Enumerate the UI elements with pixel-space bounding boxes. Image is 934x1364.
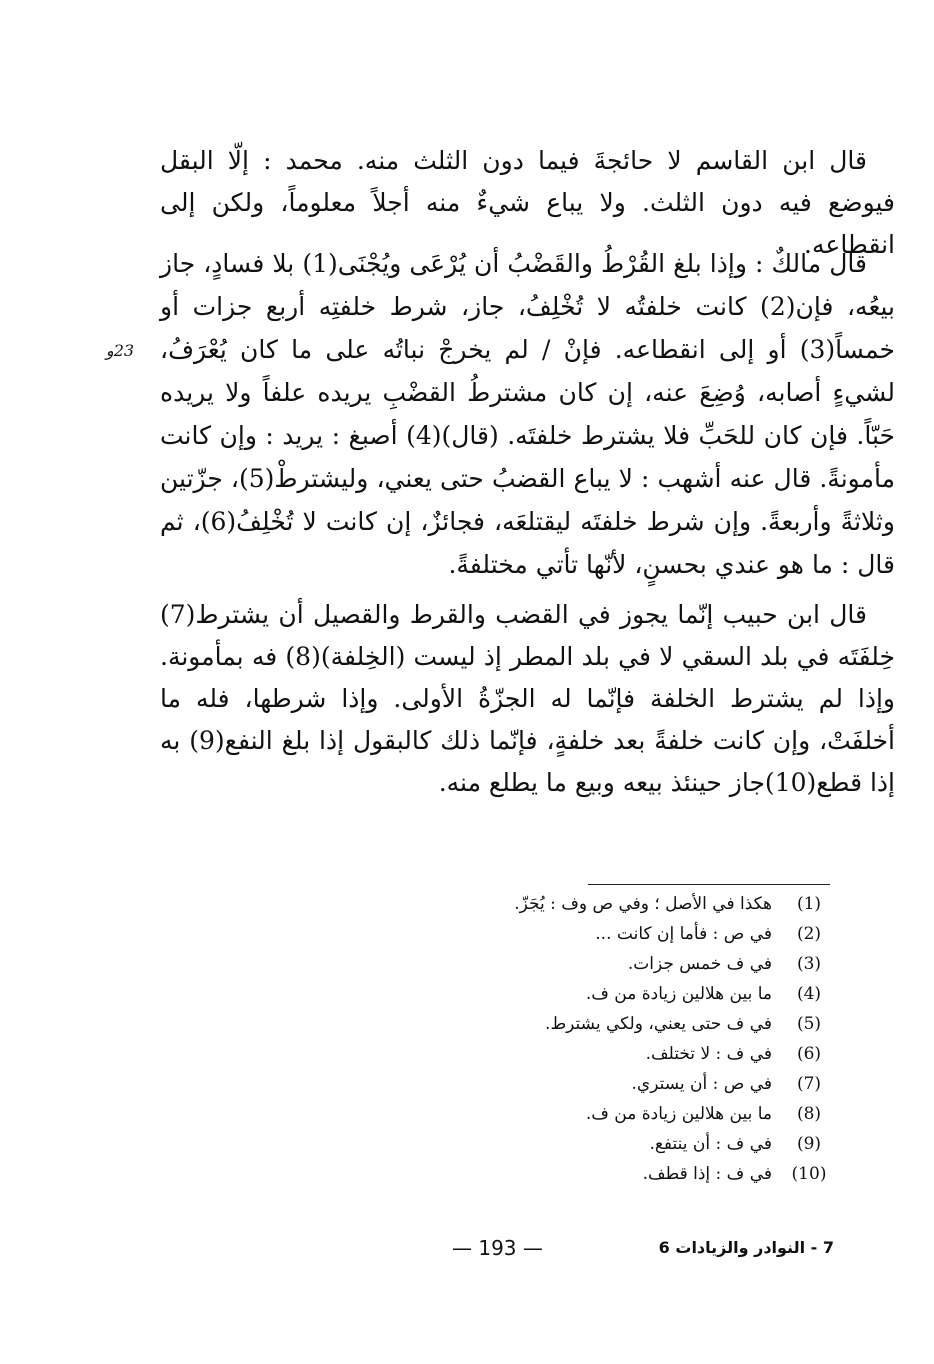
footnote-text: ما بين هلالين زيادة من ف. <box>585 984 772 1004</box>
footnote-number: (3) <box>796 954 822 974</box>
footnote-text: في ف : إذا قطف. <box>642 1164 772 1184</box>
footnote-text: في ف حتى يعني، ولكي يشترط. <box>545 1014 772 1034</box>
footnote-item <box>380 894 832 924</box>
footnote-number: (10) <box>791 1164 827 1184</box>
page-number: — 193 — <box>452 1236 543 1260</box>
paragraph-3: قال ابن حبيب إنّما يجوز في القضب والقرط والقصيل أن يشترط(7) خِلفَتَه في بلد السقي لا في بلد المطر إذ ليست (الخِلفة)(8) فه بمأمونة. وإذا لم يشترط الخلفة فإنّما له الجزّةُ الأولى. وإذا شرطها، فله ما أخلفَتْ، وإن كانت خلفةً بعد خلفةٍ، فإنّما ذلك كالبقول إذا بلغ النفع(9) به إذا قطع(10)جاز حينئذ بيعه وبيع ما يطلع منه. <box>160 600 896 797</box>
paragraph-1: قال ابن القاسم لا حائجةَ فيما دون الثلث منه. محمد : إلّا البقل فيوضع فيه دون الثلث. ولا يباع شيءٌ منه أجلاً معلوماً، ولكن إلى انقطاعه. <box>160 146 895 259</box>
footnote-separator <box>588 884 830 885</box>
footnote-text: في ص : أن يستري. <box>631 1074 772 1094</box>
footnote-text: في ف : لا تختلف. <box>645 1044 772 1064</box>
footnote-item <box>380 954 832 984</box>
footnote-number: (8) <box>796 1104 822 1124</box>
footnote-text: ما بين هلالين زيادة من ف. <box>585 1104 772 1124</box>
footnote-item <box>380 984 832 1014</box>
folio-margin-note: 23و <box>106 341 135 360</box>
paragraph-2: قال مالكٌ : وإذا بلغ القُرْطُ والقَضْبُ أن يُرْعَى ويُجْنَى(1) بلا فسادٍ، جاز بيعُه، فإن(2) كانت خلفتُه لا تُخْلِفُ، جاز، شرط خلفتِه أربع جزات أو خمساً(3) أو إلى انقطاعه. فإنْ / لم يخرجْ نباتُه على ما كان يُعْرَفُ، لشيءٍ أصابه، وُضِعَ عنه، إن كان مشترطُ القضْبِ يريده علفاً ولا يريده حَبّاً. فإن كان للحَبِّ فلا يشترط خلفتَه. (قال)(4) أصبغ : يريد : وإن كانت مأمونةً. قال عنه أشهب : لا يباع القضبُ حتى يعني، وليشترطْ(5)، جزّتين وثلاثةً وأربعةً. وإن شرط خلفتَه ليقتلعَه، فجائزٌ، إن كانت لا تُخْلِفُ(6)، ثم قال : ما هو عندي بحسنٍ، لأنّها تأتي مختلفةً. <box>160 249 896 579</box>
footnote-number: (5) <box>796 1014 822 1034</box>
footnote-item <box>380 924 832 954</box>
footnote-text: هكذا في الأصل ؛ وفي ص وف : يُجَزّ. <box>514 894 772 914</box>
footnote-list <box>380 894 832 1194</box>
footnote-text: في ص : فأما إن كانت ... <box>595 924 772 944</box>
footnote-text: في ف : أن ينتفع. <box>649 1134 772 1154</box>
footnote-number: (6) <box>796 1044 822 1064</box>
footnote-item <box>380 1014 832 1044</box>
footnote-item <box>380 1164 832 1194</box>
footnote-number: (2) <box>796 924 822 944</box>
footnote-item <box>380 1134 832 1164</box>
volume-signature: 7 - النوادر والزيادات 6 <box>658 1238 834 1257</box>
footnote-item <box>380 1044 832 1074</box>
footnote-number: (7) <box>796 1074 822 1094</box>
footnote-number: (4) <box>796 984 822 1004</box>
footnote-number: (9) <box>796 1134 822 1154</box>
footnote-number: (1) <box>796 894 822 914</box>
footnote-item <box>380 1104 832 1134</box>
footnote-item <box>380 1074 832 1104</box>
footnote-text: في ف خمس جزات. <box>627 954 772 974</box>
